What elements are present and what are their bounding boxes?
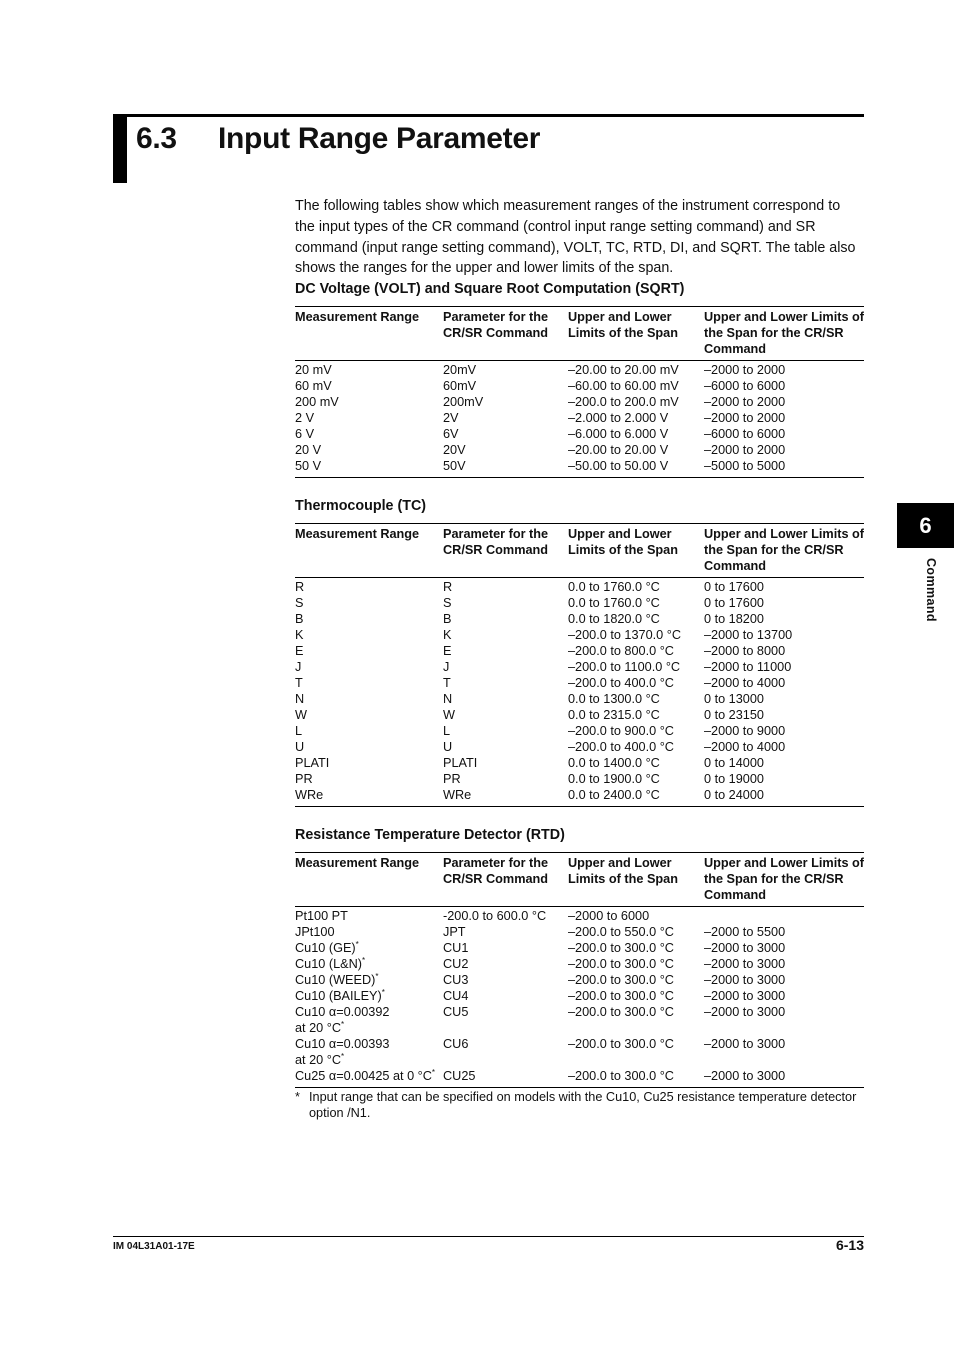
table-row bbox=[295, 691, 864, 707]
table-cell: 0 to 13000 bbox=[704, 692, 764, 706]
table-cell: T bbox=[443, 676, 451, 690]
table-cell: –200.0 to 300.0 °C bbox=[568, 941, 674, 955]
table-cell: -200.0 to 600.0 °C bbox=[443, 909, 547, 923]
table-cell: CU2 bbox=[443, 957, 469, 971]
table-header-row bbox=[295, 853, 864, 907]
table-row bbox=[295, 907, 864, 925]
table-row bbox=[295, 442, 864, 458]
table-cell: E bbox=[443, 644, 452, 658]
table-cell: W bbox=[443, 708, 455, 722]
table-row bbox=[295, 578, 864, 596]
table-cell: 2 V bbox=[295, 411, 315, 425]
table-cell: L bbox=[443, 724, 451, 738]
rtd-table-title: Resistance Temperature Detector (RTD) bbox=[295, 827, 565, 843]
table-cell: –2000 to 3000 bbox=[704, 1005, 786, 1019]
table-cell: –2000 to 2000 bbox=[704, 411, 786, 425]
table-cell: Cu10 (BAILEY)* bbox=[295, 988, 385, 1003]
rtd-table bbox=[295, 852, 864, 1088]
table-header-row bbox=[295, 307, 864, 361]
table-cell: 2V bbox=[443, 411, 459, 425]
table-cell: 0 to 14000 bbox=[704, 756, 764, 770]
table-cell: Cu10 α=0.00393 at 20 °C* bbox=[295, 1037, 390, 1067]
table-cell: 0 to 17600 bbox=[704, 580, 764, 594]
table-cell: W bbox=[295, 708, 307, 722]
table-cell: –2000 to 4000 bbox=[704, 676, 786, 690]
table-cell: –200.0 to 1100.0 °C bbox=[568, 660, 681, 674]
table-cell: T bbox=[295, 676, 303, 690]
table-cell: 50V bbox=[443, 458, 568, 478]
table-cell: S bbox=[295, 596, 304, 610]
table-cell: N bbox=[295, 692, 305, 706]
table-cell: Cu10 (L&N)* bbox=[295, 956, 366, 971]
header-side-bar bbox=[113, 114, 127, 183]
table-row bbox=[295, 394, 864, 410]
footnote-text: Input range that can be specified on models with the Cu10, Cu25 resistance temperature detector option /N1. bbox=[309, 1090, 857, 1120]
col-span-limits: Upper and Lower Limits of the Span bbox=[568, 307, 704, 361]
col-measurement-range: Measurement Range bbox=[295, 853, 443, 907]
table-cell: –2000 to 8000 bbox=[704, 644, 786, 658]
table-row bbox=[295, 956, 864, 972]
col-span-cmd-limits: Upper and Lower Limits of the Span for the CR/SR Command bbox=[704, 524, 864, 578]
table-cell: CU5 bbox=[443, 1005, 469, 1019]
table-row bbox=[295, 739, 864, 755]
table-cell: CU3 bbox=[443, 973, 469, 987]
chapter-tab: 6 bbox=[897, 503, 954, 548]
table-row bbox=[295, 771, 864, 787]
table-cell: –200.0 to 300.0 °C bbox=[568, 973, 674, 987]
table-cell: PR bbox=[295, 772, 313, 786]
table-row bbox=[295, 723, 864, 739]
table-cell: 60mV bbox=[443, 379, 477, 393]
table-cell: –50.00 to 50.00 V bbox=[568, 458, 704, 478]
table-cell: –200.0 to 300.0 °C bbox=[568, 1037, 674, 1051]
table-cell: –2000 to 13700 bbox=[704, 628, 793, 642]
table-cell: 20 mV bbox=[295, 363, 332, 377]
table-cell: R bbox=[295, 580, 305, 594]
table-cell: Cu25 α=0.00425 at 0 °C* bbox=[295, 1068, 443, 1088]
table-cell: 0.0 to 1760.0 °C bbox=[568, 580, 660, 594]
table-row bbox=[295, 1068, 864, 1088]
table-cell: JPt100 bbox=[295, 925, 335, 939]
table-cell: –200.0 to 550.0 °C bbox=[568, 925, 674, 939]
table-row bbox=[295, 972, 864, 988]
footnote-mark: * bbox=[295, 1090, 300, 1104]
table-cell: 0 to 24000 bbox=[704, 787, 864, 807]
tc-table-body bbox=[295, 578, 864, 807]
table-cell: 0 to 17600 bbox=[704, 596, 764, 610]
table-row bbox=[295, 940, 864, 956]
table-cell: U bbox=[295, 740, 305, 754]
table-cell: 20V bbox=[443, 443, 466, 457]
table-cell: B bbox=[443, 612, 452, 626]
table-row bbox=[295, 361, 864, 379]
table-cell: CU25 bbox=[443, 1068, 568, 1088]
table-cell: –20.00 to 20.00 mV bbox=[568, 363, 679, 377]
tc-table-title: Thermocouple (TC) bbox=[295, 498, 427, 514]
table-cell: J bbox=[295, 660, 302, 674]
table-cell: 6V bbox=[443, 427, 459, 441]
table-row bbox=[295, 787, 864, 807]
volt-table-title: DC Voltage (VOLT) and Square Root Computation (SQRT) bbox=[295, 281, 685, 297]
table-cell: 200 mV bbox=[295, 395, 339, 409]
table-cell: 0.0 to 1300.0 °C bbox=[568, 692, 660, 706]
table-cell: WRe bbox=[295, 787, 443, 807]
table-row bbox=[295, 595, 864, 611]
table-cell: 60 mV bbox=[295, 379, 332, 393]
table-cell: –2000 to 2000 bbox=[704, 395, 786, 409]
col-span-limits: Upper and Lower Limits of the Span bbox=[568, 524, 704, 578]
table-cell: 0 to 19000 bbox=[704, 772, 764, 786]
table-cell: –200.0 to 300.0 °C bbox=[568, 1068, 704, 1088]
table-cell: 0.0 to 2315.0 °C bbox=[568, 708, 660, 722]
table-cell: 200mV bbox=[443, 395, 484, 409]
table-cell: 6 V bbox=[295, 427, 315, 441]
table-row bbox=[295, 410, 864, 426]
table-cell: –2000 to 11000 bbox=[704, 660, 792, 674]
table-cell: –2000 to 3000 bbox=[704, 989, 786, 1003]
tc-table bbox=[295, 523, 864, 807]
table-cell: –2000 to 5500 bbox=[704, 925, 786, 939]
col-span-cmd-limits: Upper and Lower Limits of the Span for the CR/SR Command bbox=[704, 853, 864, 907]
table-row bbox=[295, 458, 864, 478]
table-row bbox=[295, 627, 864, 643]
table-cell: 0.0 to 1760.0 °C bbox=[568, 596, 660, 610]
table-cell: –200.0 to 1370.0 °C bbox=[568, 628, 682, 642]
table-row bbox=[295, 1004, 864, 1036]
table-row bbox=[295, 707, 864, 723]
table-cell: K bbox=[443, 628, 452, 642]
table-row bbox=[295, 659, 864, 675]
table-cell: –200.0 to 400.0 °C bbox=[568, 740, 674, 754]
table-cell: –6.000 to 6.000 V bbox=[568, 427, 669, 441]
table-cell: 50 V bbox=[295, 458, 443, 478]
table-cell: B bbox=[295, 612, 304, 626]
col-measurement-range: Measurement Range bbox=[295, 307, 443, 361]
table-cell: –2.000 to 2.000 V bbox=[568, 411, 669, 425]
header-rule bbox=[113, 114, 864, 117]
table-cell: J bbox=[443, 660, 450, 674]
table-cell: E bbox=[295, 644, 304, 658]
table-cell: Pt100 PT bbox=[295, 909, 348, 923]
table-cell: –200.0 to 300.0 °C bbox=[568, 989, 674, 1003]
volt-table-body bbox=[295, 361, 864, 478]
table-cell: –200.0 to 200.0 mV bbox=[568, 395, 679, 409]
table-cell: CU6 bbox=[443, 1037, 469, 1051]
table-cell: 0 to 18200 bbox=[704, 612, 764, 626]
table-cell: –2000 to 3000 bbox=[704, 1037, 786, 1051]
table-cell: –2000 to 9000 bbox=[704, 724, 786, 738]
section-number: 6.3 bbox=[136, 122, 177, 155]
table-row bbox=[295, 988, 864, 1004]
table-row bbox=[295, 611, 864, 627]
volt-table bbox=[295, 306, 864, 478]
chapter-tab-label: Command bbox=[924, 558, 938, 622]
table-header-row bbox=[295, 524, 864, 578]
rtd-table-body bbox=[295, 907, 864, 1088]
table-cell: PR bbox=[443, 772, 461, 786]
table-cell: –2000 to 2000 bbox=[704, 363, 786, 377]
table-row bbox=[295, 378, 864, 394]
table-row bbox=[295, 924, 864, 940]
table-cell: PLATI bbox=[295, 756, 330, 770]
table-cell: 0 to 23150 bbox=[704, 708, 764, 722]
table-row bbox=[295, 643, 864, 659]
table-cell: K bbox=[295, 628, 304, 642]
table-cell: –200.0 to 800.0 °C bbox=[568, 644, 674, 658]
col-parameter: Parameter for the CR/SR Command bbox=[443, 524, 568, 578]
table-row bbox=[295, 675, 864, 691]
table-cell: –2000 to 3000 bbox=[704, 1068, 864, 1088]
table-cell: CU4 bbox=[443, 989, 469, 1003]
table-cell: 20 V bbox=[295, 443, 322, 457]
section-title: Input Range Parameter bbox=[218, 122, 541, 155]
col-parameter: Parameter for the CR/SR Command bbox=[443, 307, 568, 361]
table-row bbox=[295, 426, 864, 442]
table-cell: –2000 to 3000 bbox=[704, 957, 786, 971]
table-cell: –60.00 to 60.00 mV bbox=[568, 379, 679, 393]
table-cell: –2000 to 6000 bbox=[568, 909, 650, 923]
table-cell: –2000 to 3000 bbox=[704, 941, 786, 955]
col-parameter: Parameter for the CR/SR Command bbox=[443, 853, 568, 907]
table-cell: 0.0 to 1820.0 °C bbox=[568, 612, 660, 626]
page-number: 6-13 bbox=[835, 1237, 864, 1253]
table-cell bbox=[704, 907, 864, 925]
table-cell: –2000 to 4000 bbox=[704, 740, 786, 754]
table-cell: 20mV bbox=[443, 363, 477, 377]
table-cell: –200.0 to 900.0 °C bbox=[568, 724, 674, 738]
table-cell: –5000 to 5000 bbox=[704, 458, 864, 478]
table-cell: S bbox=[443, 596, 452, 610]
table-cell: WRe bbox=[443, 787, 568, 807]
table-cell: JPT bbox=[443, 925, 466, 939]
col-span-limits: Upper and Lower Limits of the Span bbox=[568, 853, 704, 907]
table-cell: PLATI bbox=[443, 756, 478, 770]
table-cell: R bbox=[443, 580, 453, 594]
footer-rule bbox=[113, 1236, 864, 1237]
table-cell: –200.0 to 400.0 °C bbox=[568, 676, 674, 690]
table-cell: –2000 to 2000 bbox=[704, 443, 786, 457]
intro-paragraph: The following tables show which measurement ranges of the instrument correspond to the input types of the CR command (control input range setting command) and SR command (input range setting command), VOLT, TC, RTD, DI, and SQRT. The table also shows the ranges for the upper and lower limits of the span. bbox=[295, 198, 856, 277]
footnote bbox=[295, 1089, 865, 1121]
table-cell: –6000 to 6000 bbox=[704, 427, 786, 441]
table-row bbox=[295, 1036, 864, 1068]
table-cell: CU1 bbox=[443, 941, 469, 955]
table-cell: –20.00 to 20.00 V bbox=[568, 443, 669, 457]
table-cell: 0.0 to 2400.0 °C bbox=[568, 787, 704, 807]
col-measurement-range: Measurement Range bbox=[295, 524, 443, 578]
table-cell: 0.0 to 1400.0 °C bbox=[568, 756, 660, 770]
col-span-cmd-limits: Upper and Lower Limits of the Span for the CR/SR Command bbox=[704, 307, 864, 361]
table-cell: Cu10 (WEED)* bbox=[295, 972, 379, 987]
table-cell: Cu10 α=0.00392 at 20 °C* bbox=[295, 1005, 390, 1035]
table-cell: –2000 to 3000 bbox=[704, 973, 786, 987]
table-cell: L bbox=[295, 724, 303, 738]
table-cell: 0.0 to 1900.0 °C bbox=[568, 772, 660, 786]
table-cell: U bbox=[443, 740, 453, 754]
page-title bbox=[136, 122, 540, 156]
document-id: IM 04L31A01-17E bbox=[113, 1241, 195, 1252]
table-cell: –200.0 to 300.0 °C bbox=[568, 1005, 674, 1019]
table-cell: N bbox=[443, 692, 453, 706]
table-cell: –6000 to 6000 bbox=[704, 379, 786, 393]
table-cell: Cu10 (GE)* bbox=[295, 940, 359, 955]
table-cell: –200.0 to 300.0 °C bbox=[568, 957, 674, 971]
table-row bbox=[295, 755, 864, 771]
